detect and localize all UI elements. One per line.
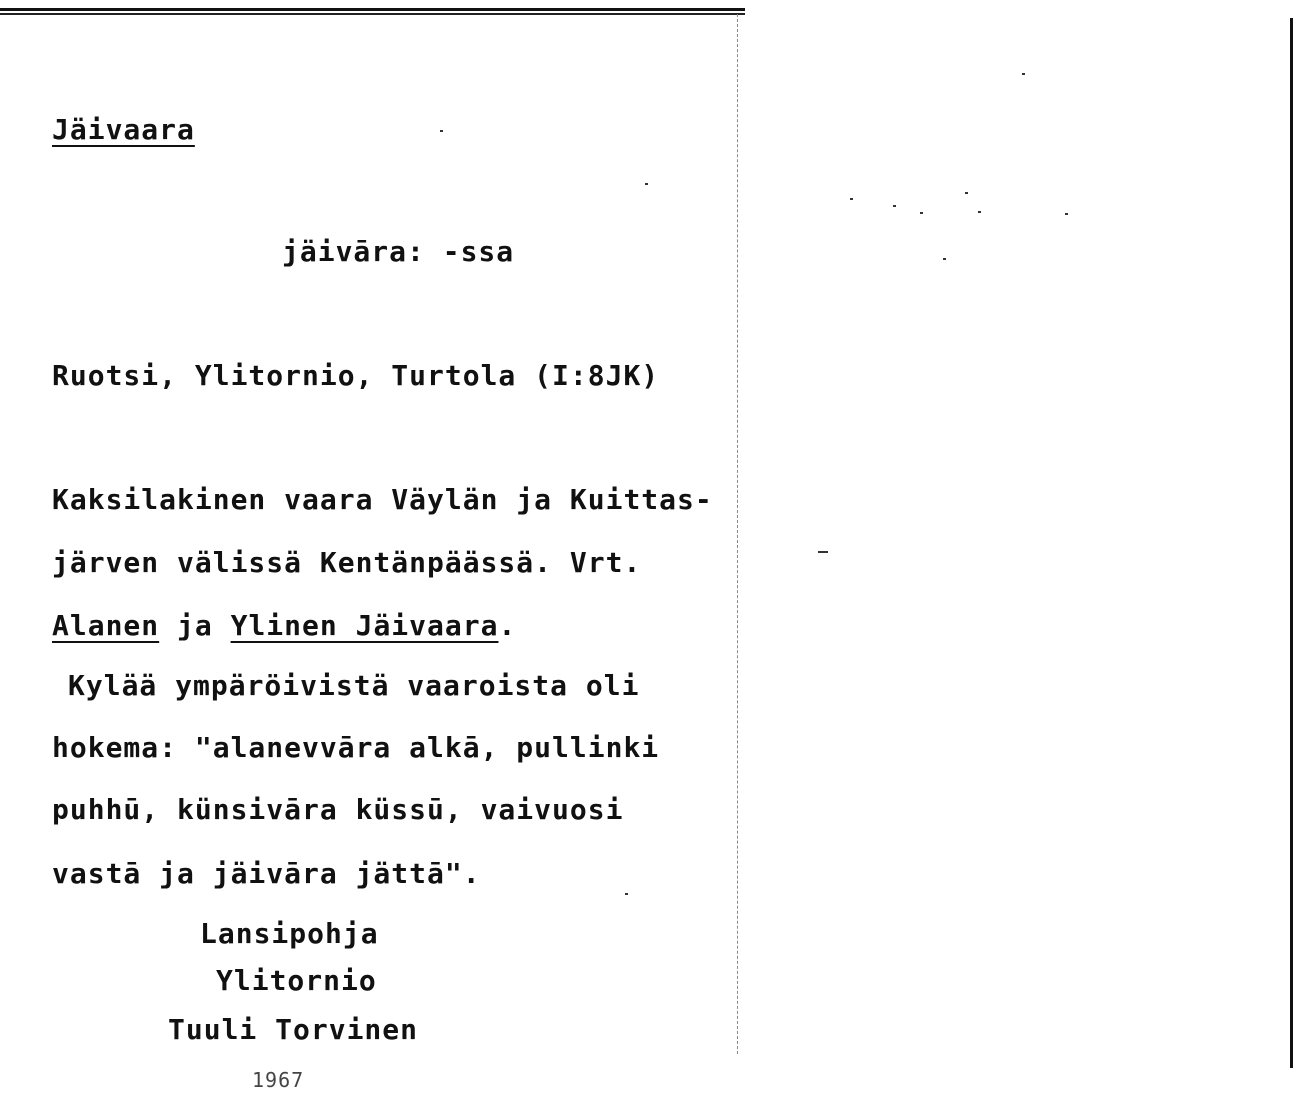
reference-alanen: Alanen [52, 609, 160, 642]
scan-speck [943, 258, 946, 260]
scan-speck [818, 551, 828, 553]
signature-collector: Tuuli Torvinen [168, 1013, 419, 1046]
headword: jäivāra: -ssa [282, 235, 515, 268]
scan-speck [893, 205, 896, 207]
scan-border-top [0, 8, 745, 11]
description-line: Kylää ympäröivistä vaaroista oli [68, 669, 640, 702]
description-line: vastā ja jäivāra jättā". [52, 857, 481, 890]
scan-speck [440, 130, 443, 132]
scan-speck [645, 183, 648, 185]
reference-period: . [498, 609, 517, 642]
signature-year: 1967 [252, 1068, 305, 1092]
description-line-references [52, 608, 516, 644]
scan-speck [625, 893, 628, 895]
scan-speck [965, 192, 968, 194]
description-line: Kaksilakinen vaara Väylän ja Kuittas- [52, 483, 713, 516]
description-line: järven välissä Kentänpäässä. Vrt. [52, 546, 642, 579]
signature-region: Lansipohja [200, 917, 379, 950]
scan-border-right [1290, 18, 1293, 1068]
card-edge [737, 14, 738, 1054]
location: Ruotsi, Ylitornio, Turtola (I:8JK) [52, 359, 660, 392]
scan-border-top-shadow [0, 13, 745, 15]
reference-connector: ja [159, 609, 231, 642]
card-title: Jäivaara [52, 113, 195, 146]
scan-speck [1022, 73, 1025, 75]
description-line: hokema: "alanevvāra alkā, pullinki [52, 731, 660, 764]
scan-speck [920, 212, 923, 214]
scan-speck [850, 198, 853, 200]
signature-parish: Ylitornio [216, 964, 377, 997]
scan-speck [978, 211, 981, 213]
scan-speck [1065, 213, 1068, 215]
description-line: puhhū, künsivāra küssū, vaivuosi [52, 793, 624, 826]
reference-ylinen-jaivaara: Ylinen Jäivaara [230, 609, 499, 642]
